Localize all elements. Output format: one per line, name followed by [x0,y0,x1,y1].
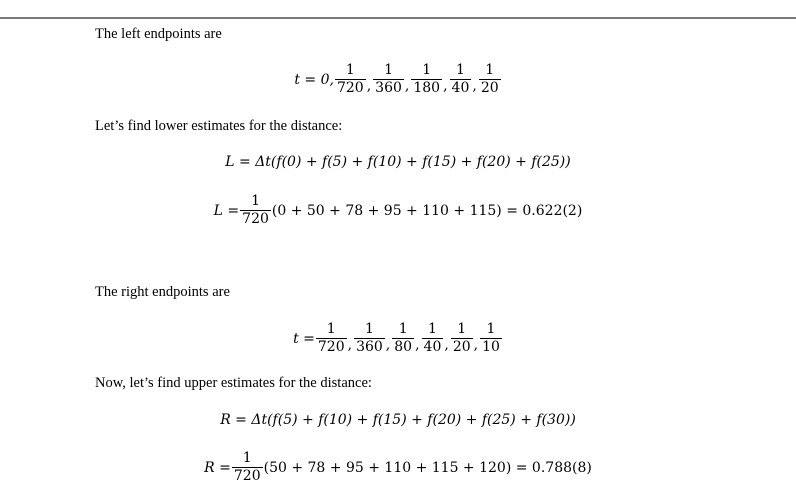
right-endpoint-fraction [392,321,414,356]
left-endpoints-intro: The left endpoints are [95,26,222,42]
right-endpoint-fraction-numerator: 1 [364,321,374,337]
left-endpoint-fraction [335,62,366,97]
right-endpoint-fraction-numerator: 1 [486,321,496,337]
lower-fraction-denominator: 720 [242,211,269,227]
left-endpoint-fraction [373,62,404,97]
separator-comma: , [472,78,477,94]
right-endpoints-row [293,321,503,356]
right-endpoint-fraction [451,321,473,356]
right-endpoint-fraction [480,321,502,356]
separator-comma: , [415,337,420,353]
upper-definition-text: R = Δt(f(5) + f(10) + f(15) + f(20) + f(25) + f(30)) [220,412,576,428]
right-endpoint-fraction-numerator: 1 [326,321,336,337]
upper-fraction-denominator: 720 [233,468,261,484]
right-endpoints-intro: The right endpoints are [95,284,230,300]
left-endpoint-fraction-numerator: 1 [422,62,432,78]
separator-comma: , [404,78,410,94]
left-endpoint-fraction-denominator: 20 [480,80,499,96]
left-endpoints-equation [0,62,796,97]
separator-comma: , [443,78,448,94]
separator-comma: , [444,337,449,353]
right-endpoint-fraction-denominator: 360 [356,339,383,355]
upper-estimate-definition [0,412,796,428]
lower-value-rhs: (0 + 50 + 78 + 95 + 110 + 115) = 0.622(2) [271,202,583,219]
upper-value-lhs: R = [204,459,231,476]
left-endpoint-fraction-denominator: 180 [413,80,441,96]
lower-estimate-definition [0,154,796,170]
right-endpoint-fraction-denominator: 720 [317,339,345,355]
upper-estimate-value-equation [0,450,796,485]
upper-estimate-intro: Now, let’s find upper estimates for the distance: [95,375,372,391]
right-endpoint-fraction-denominator: 40 [423,339,442,355]
separator-comma: , [473,337,479,353]
lower-estimate-value-equation [0,193,796,228]
top-divider [0,17,796,19]
right-endpoint-fraction [354,321,385,356]
right-endpoint-fraction-numerator: 1 [398,321,408,337]
upper-value-fraction [232,450,263,485]
separator-comma: , [366,78,372,94]
separator-comma: , [347,337,353,353]
left-endpoint-fraction [479,62,501,97]
right-endpoint-fraction-denominator: 20 [452,339,471,355]
separator-comma: , [385,337,391,353]
right-endpoint-fraction-denominator: 10 [482,339,500,355]
upper-value-rhs: (50 + 78 + 95 + 110 + 115 + 120) = 0.788(8) [263,459,592,476]
left-endpoint-fraction-denominator: 720 [336,80,364,96]
left-endpoint-fraction-numerator: 1 [384,62,393,78]
right-endpoint-fraction-denominator: 80 [394,339,413,355]
lower-value-lhs: L = [213,202,240,219]
lower-estimate-intro: Let’s find lower estimates for the distance: [95,118,343,134]
left-t-lhs: t = 0, [294,71,334,88]
upper-fraction-numerator: 1 [242,450,252,466]
lower-fraction-numerator: 1 [251,193,260,209]
right-endpoints-equation [0,321,796,356]
right-t-lhs: t = [293,330,315,347]
left-endpoint-fraction [411,62,442,97]
left-endpoint-fraction [450,62,472,97]
right-endpoint-fraction [422,321,444,356]
lower-value-fraction [240,193,271,228]
lower-definition-text: L = Δt(f(0) + f(5) + f(10) + f(15) + f(20) + f(25)) [225,154,571,170]
left-endpoint-fraction-numerator: 1 [345,62,355,78]
left-endpoint-fraction-denominator: 360 [375,80,402,96]
left-endpoint-fraction-denominator: 40 [451,80,470,96]
right-endpoint-fraction-numerator: 1 [427,321,437,337]
right-endpoint-fraction-numerator: 1 [457,321,467,337]
left-endpoint-fraction-numerator: 1 [485,62,495,78]
left-endpoint-fraction-numerator: 1 [455,62,465,78]
left-endpoints-row [294,62,501,97]
right-endpoint-fraction [316,321,347,356]
